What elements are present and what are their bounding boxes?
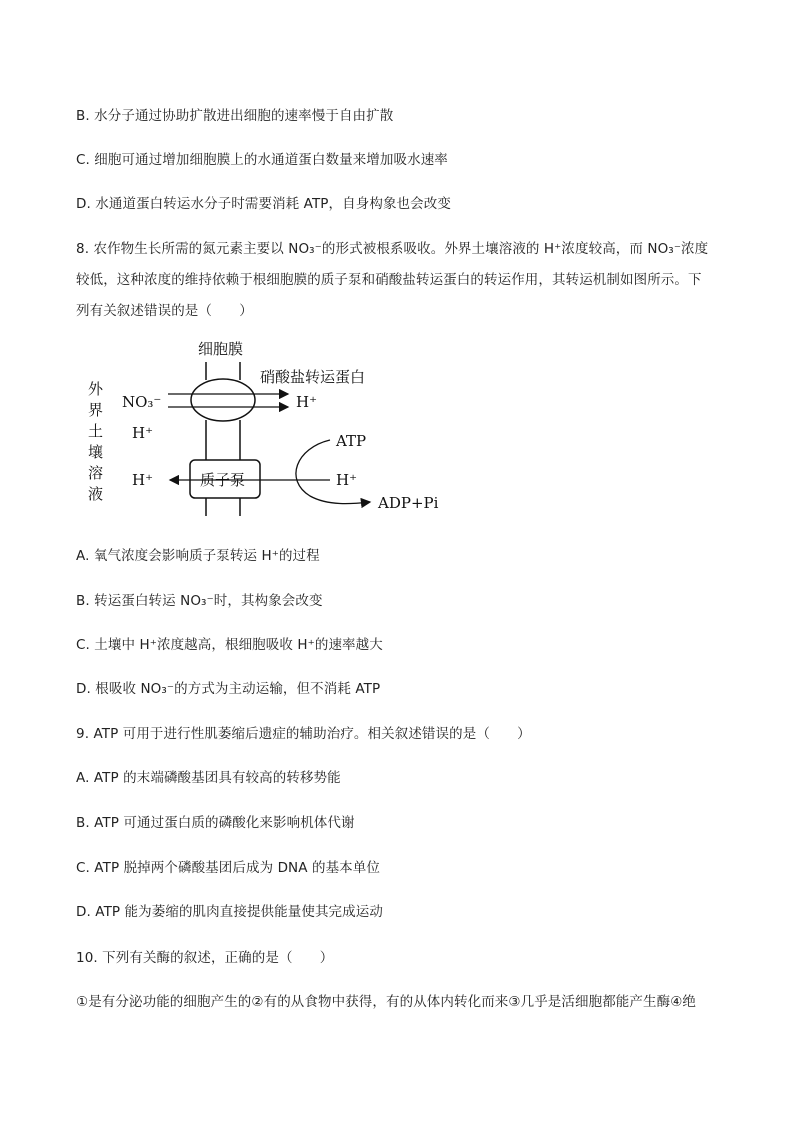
outside-char-3: 土 [88,422,104,440]
question-10: 10. 下列有关酶的叙述，正确的是（ ） [76,950,334,966]
outside-char-2: 界 [88,401,104,419]
question-8-option-c: C. 土壤中 H⁺浓度越高，根细胞吸收 H⁺的速率越大 [76,637,383,653]
question-8-option-b: B. 转运蛋白转运 NO₃⁻时，其构象会改变 [76,593,323,609]
question-8-option-d: D. 根吸收 NO₃⁻的方式为主动运输，但不消耗 ATP [76,681,381,697]
option-d-water: D. 水通道蛋白转运水分子时需要消耗 ATP，自身构象也会改变 [76,196,451,212]
outside-char-5: 溶 [88,464,104,482]
question-10-statements: ①是有分泌功能的细胞产生的②有的从食物中获得，有的从体内转化而来③几乎是活细胞都能产生酶④绝 [76,994,697,1010]
transport-diagram [82,336,462,526]
question-9-option-a: A. ATP 的末端磷酸基团具有较高的转移势能 [76,770,341,786]
atp-label: ATP [336,432,367,450]
membrane-label: 细胞膜 [198,340,244,358]
h-outside-label: H⁺ [132,424,153,442]
question-8-line-1: 8. 农作物生长所需的氮元素主要以 NO₃⁻的形式被根系吸收。外界土壤溶液的 H⁺浓度较高，而 NO₃⁻浓度 [76,241,709,257]
question-9: 9. ATP 可用于进行性肌萎缩后遗症的辅助治疗。相关叙述错误的是（ ） [76,726,531,742]
h-pumped-out-label: H⁺ [132,471,153,489]
outside-char-1: 外 [88,380,104,398]
h-pump-inside-label: H⁺ [336,471,357,489]
outside-char-4: 壤 [88,443,104,461]
question-9-option-d: D. ATP 能为萎缩的肌肉直接提供能量使其完成运动 [76,904,383,920]
h-inside-label: H⁺ [296,393,317,411]
adp-label: ADP+Pi [378,494,439,512]
transporter-label: 硝酸盐转运蛋白 [260,368,366,386]
nitrate-transporter-shape [191,379,255,421]
question-9-option-c: C. ATP 脱掉两个磷酸基团后成为 DNA 的基本单位 [76,860,380,876]
proton-pump-label: 质子泵 [200,471,246,489]
question-9-option-b: B. ATP 可通过蛋白质的磷酸化来影响机体代谢 [76,815,355,831]
question-8-line-2: 较低，这种浓度的维持依赖于根细胞膜的质子泵和硝酸盐转运蛋白的转运作用，其转运机制如图所示。下 [76,272,702,288]
no3-outside-label: NO₃⁻ [122,393,162,411]
question-8-option-a: A. 氧气浓度会影响质子泵转运 H⁺的过程 [76,548,320,564]
outside-char-6: 液 [88,485,104,503]
question-8-line-3: 列有关叙述错误的是（ ） [76,303,253,319]
option-c-water: C. 细胞可通过增加细胞膜上的水通道蛋白数量来增加吸水速率 [76,152,448,168]
option-b-water: B. 水分子通过协助扩散进出细胞的速率慢于自由扩散 [76,108,394,124]
